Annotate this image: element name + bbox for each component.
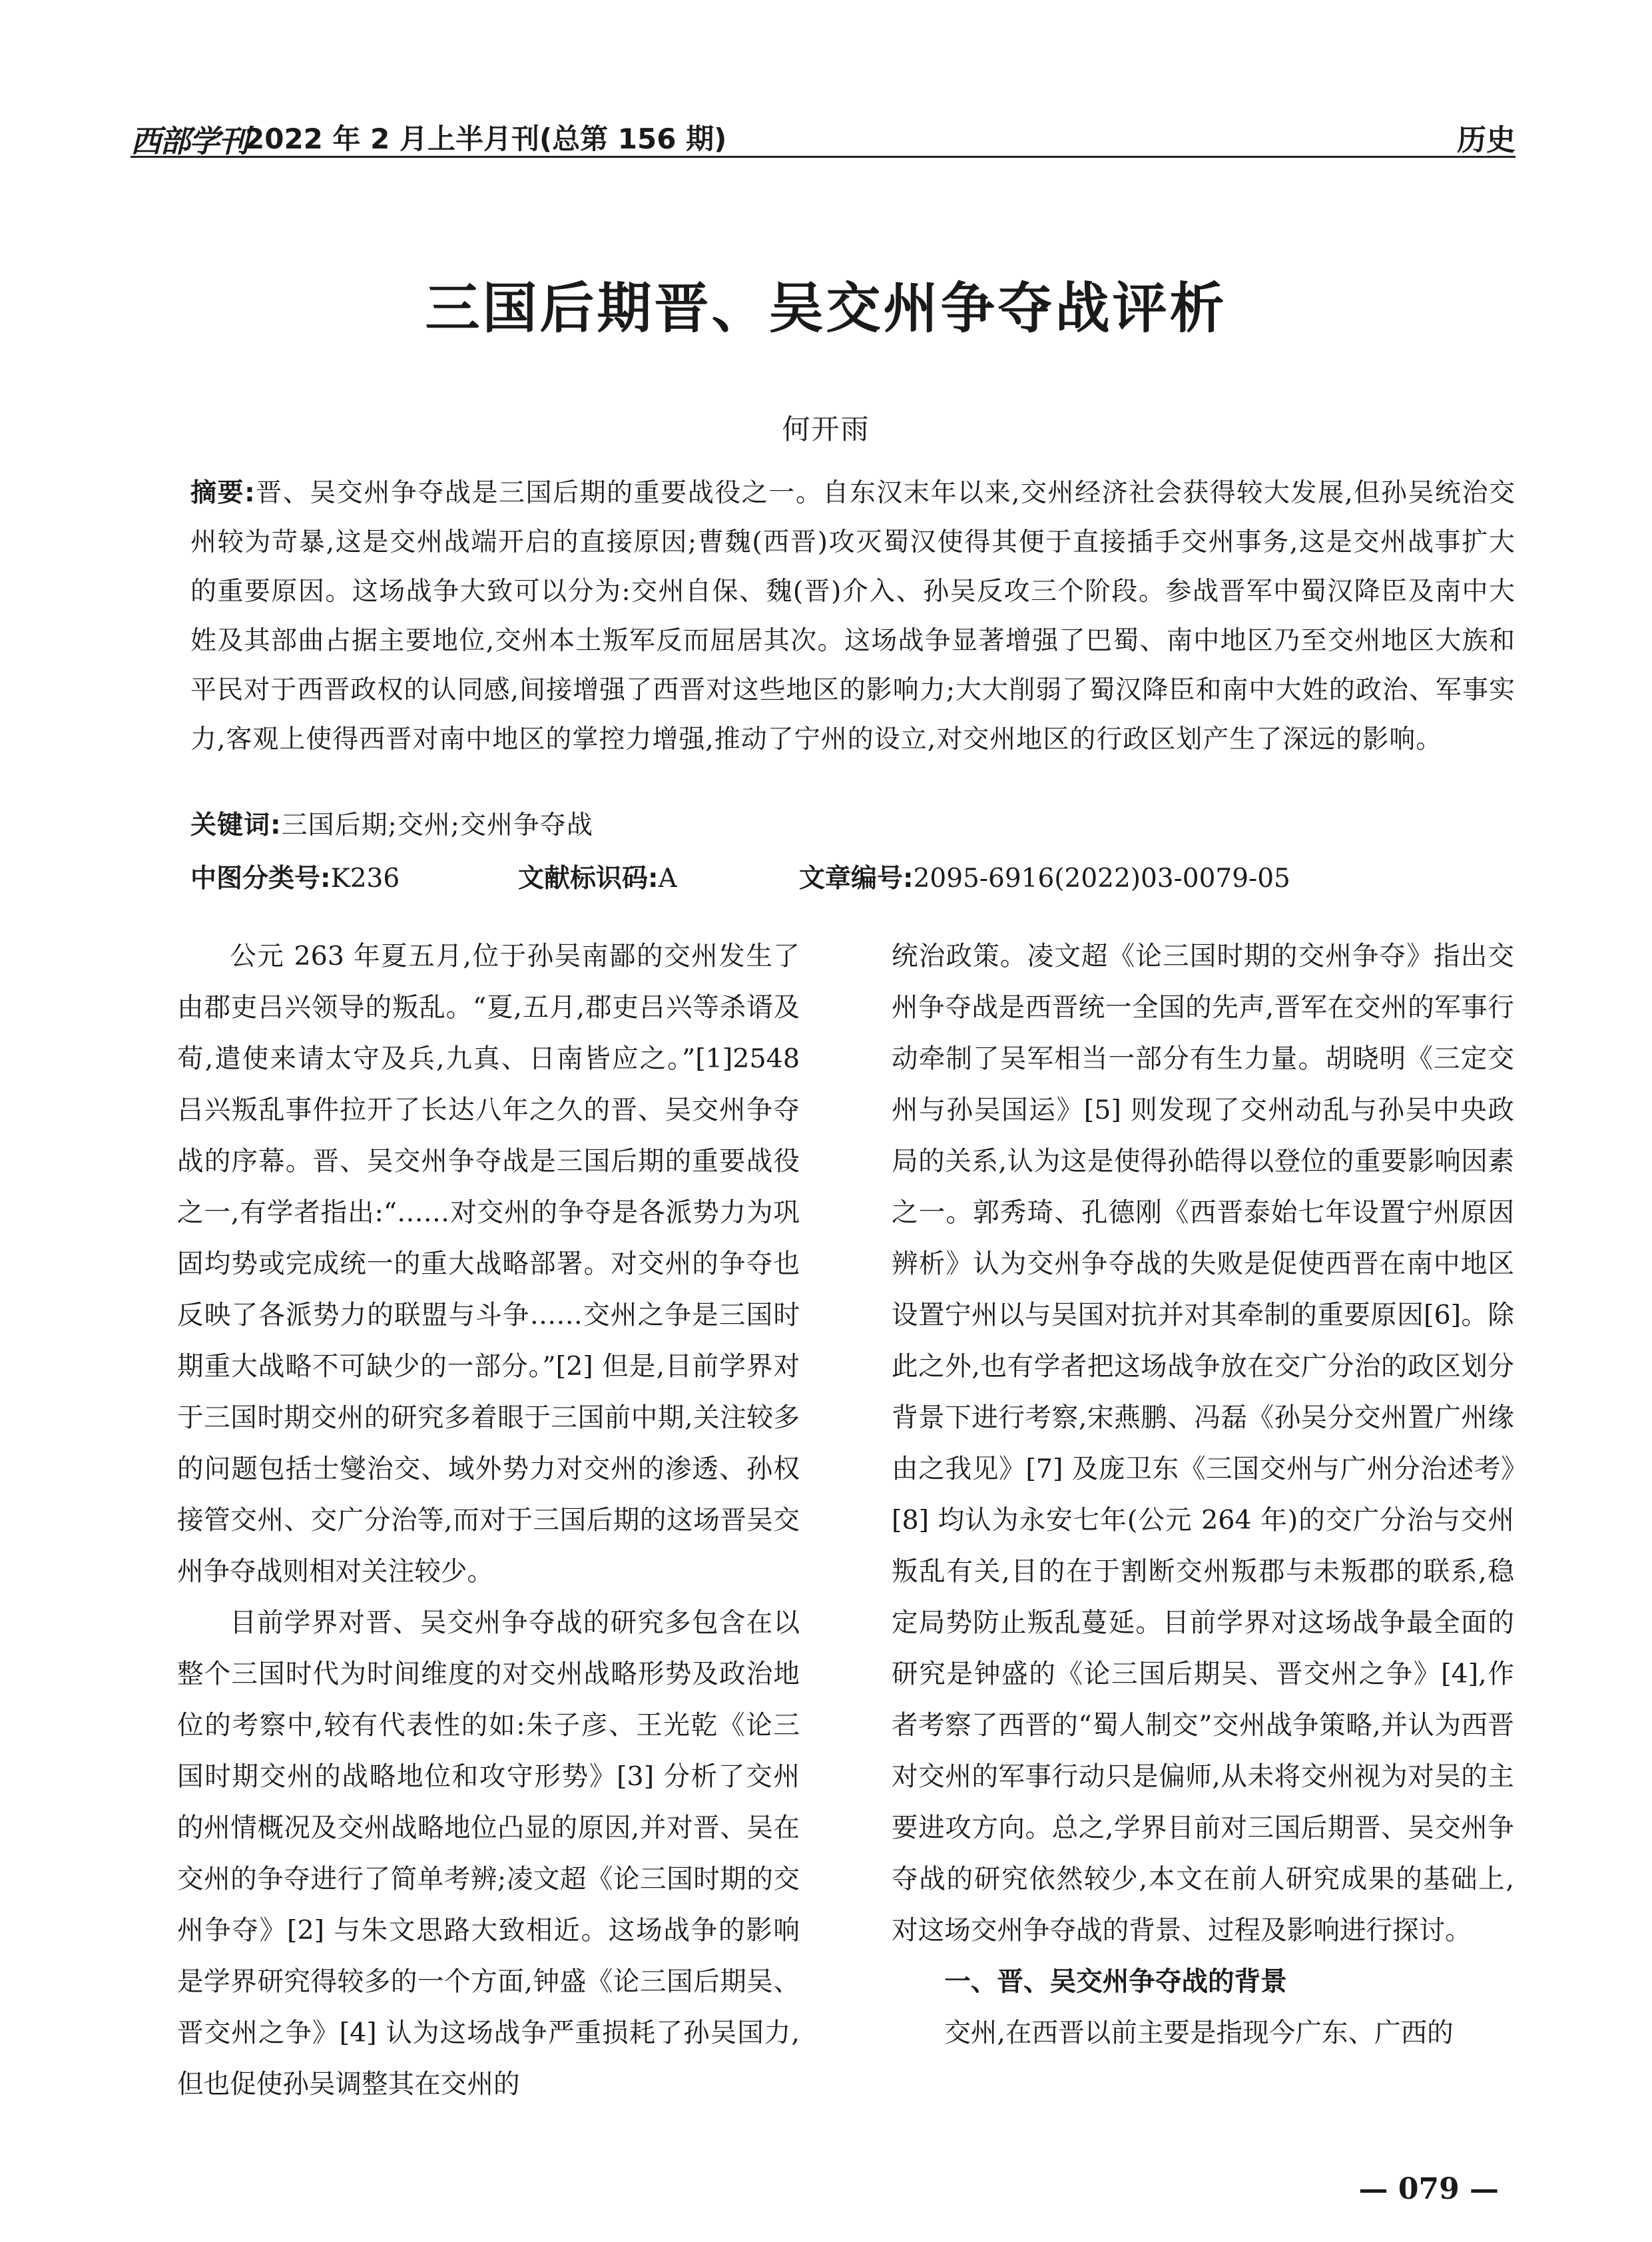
article-number-value: 2095-6916(2022)03-0079-05: [913, 864, 1290, 894]
article-number-label: 文章编号:: [799, 864, 914, 894]
body-column-left: [177, 931, 800, 2110]
abstract: [190, 469, 1515, 764]
abstract-label: 摘要:: [190, 478, 256, 508]
doc-label: 文献标识码:: [518, 864, 659, 894]
body-paragraph: 交州,在西晋以前主要是指现今广东、广西的: [944, 2018, 1454, 2048]
keywords: [190, 804, 593, 842]
clc-number: [190, 858, 400, 895]
journal-logo: 西部学刊: [131, 123, 248, 159]
body-column-right: [892, 931, 1514, 2059]
page-number: — 079 —: [1358, 2172, 1499, 2206]
body-paragraph: 公元 263 年夏五月,位于孙吴南鄙的交州发生了由郡吏吕兴领导的叛乱。“夏,五月,郡吏吕兴等杀谞及荀,遣使来请太守及兵,九真、日南皆应之。”[1]2548 吕兴叛乱事件拉开了长达八年之久的晋、吴交州争夺战的序幕。晋、吴交州争夺战是三国后期的重要战役之一,有学者指出:“……对交州的争夺是各派势力为巩固均势或完成统一的重大战略部署。对交州的争夺也反映了各派势力的联盟与斗争……交州之争是三国时期重大战略不可缺少的一部分。”[2] 但是,目前学界对于三国时期交州的研究多着眼于三国前中期,关注较多的问题包括士燮治交、域外势力对交州的渗透、孙权接管交州、交广分治等,而对于三国后期的这场晋吴交州争夺战则相对关注较少。: [177, 941, 800, 1587]
body-paragraph: 统治政策。凌文超《论三国时期的交州争夺》指出交州争夺战是西晋统一全国的先声,晋军在交州的军事行动牵制了吴军相当一部分有生力量。胡晓明《三定交州与孙吴国运》[5] 则发现了交州动乱与孙吴中央政局的关系,认为这是使得孙皓得以登位的重要影响因素之一。郭秀琦、孔德刚《西晋泰始七年设置宁州原因辨析》认为交州争夺战的失败是促使西晋在南中地区设置宁州以与吴国对抗并对其牵制的重要原因[6]。除此之外,也有学者把这场战争放在交广分治的政区划分背景下进行考察,宋燕鹏、冯磊《孙吴分交州置广州缘由之我见》[7] 及庞卫东《三国交州与广州分治述考》[8] 均认为永安七年(公元 264 年)的交广分治与交州叛乱有关,目的在于割断交州叛郡与未叛郡的联系,稳定局势防止叛乱蔓延。目前学界对这场战争最全面的研究是钟盛的《论三国后期吴、晋交州之争》[4],作者考察了西晋的“蜀人制交”交州战争策略,并认为西晋对交州的军事行动只是偏师,从未将交州视为对吴的主要进攻方向。总之,学界目前对三国后期晋、吴交州争夺战的研究依然较少,本文在前人研究成果的基础上,对这场交州争夺战的背景、过程及影响进行探讨。: [892, 941, 1514, 1946]
keywords-text: 三国后期;交州;交州争夺战: [281, 810, 593, 840]
abstract-text: 晋、吴交州争夺战是三国后期的重要战役之一。自东汉末年以来,交州经济社会获得较大发展,但孙吴统治交州较为苛暴,这是交州战端开启的直接原因;曹魏(西晋)攻灭蜀汉使得其便于直接插手交州事务,这是交州战事扩大的重要原因。这场战争大致可以分为:交州自保、魏(晋)介入、孙吴反攻三个阶段。参战晋军中蜀汉降臣及南中大姓及其部曲占据主要地位,交州本土叛军反而屈居其次。这场战争显著增强了巴蜀、南中地区乃至交州地区大族和平民对于西晋政权的认同感,间接增强了西晋对这些地区的影响力;大大削弱了蜀汉降臣和南中大姓的政治、军事实力,客观上使得西晋对南中地区的掌控力增强,推动了宁州的设立,对交州地区的行政区划产生了深远的影响。: [190, 478, 1515, 754]
section-heading: 一、晋、吴交州争夺战的背景: [944, 1966, 1287, 1997]
doc-value: A: [658, 864, 677, 894]
article-title: 三国后期晋、吴交州争夺战评析: [425, 277, 1227, 340]
body-paragraph: 目前学界对晋、吴交州争夺战的研究多包含在以整个三国时代为时间维度的对交州战略形势及政治地位的考察中,较有代表性的如:朱子彦、王光乾《论三国时期交州的战略地位和攻守形势》[3] 分析了交州的州情概况及交州战略地位凸显的原因,并对晋、吴在交州的争夺进行了简单考辨;凌文超《论三国时期的交州争夺》[2] 与朱文思路大致相近。这场战争的影响是学界研究得较多的一个方面,钟盛《论三国后期吴、晋交州之争》[4] 认为这场战争严重损耗了孙吴国力,但也促使孙吴调整其在交州的: [177, 1607, 800, 2100]
keywords-label: 关键词:: [190, 810, 282, 840]
issue-info: 2022 年 2 月上半月刊(总第 156 期): [245, 123, 727, 155]
clc-value: K236: [330, 864, 400, 894]
document-code: [518, 858, 677, 895]
article-author: 何开雨: [782, 413, 870, 445]
article-number: [799, 858, 1290, 895]
clc-label: 中图分类号:: [190, 864, 331, 894]
section-label: 历史: [1457, 123, 1515, 157]
page-header: [131, 115, 1515, 158]
